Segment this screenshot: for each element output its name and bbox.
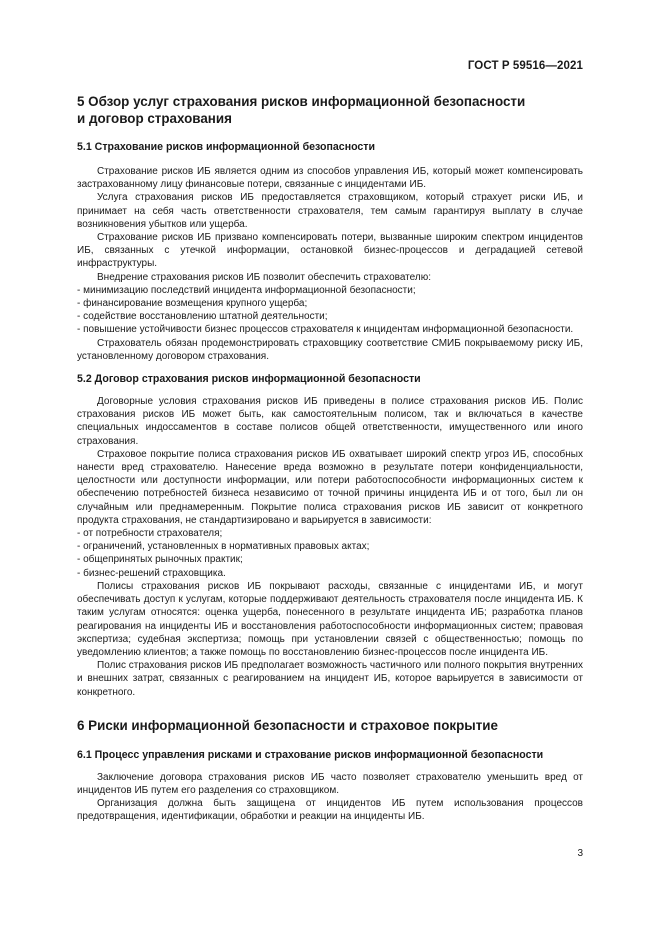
list-item: - минимизацию последствий инцидента информационной безопасности; [77, 284, 416, 296]
section-6-title: 6 Риски информационной безопасности и страховое покрытие [77, 717, 498, 733]
list-item: - финансирование возмещения крупного ущерба; [77, 298, 308, 310]
subsection-5-1-title: 5.1 Страхование рисков информационной безопасности [77, 141, 376, 153]
list-item: - от потребности страхователя; [77, 528, 223, 540]
document-code: ГОСТ Р 59516—2021 [467, 60, 583, 72]
page-number: 3 [577, 848, 583, 859]
list-item: - общепринятых рыночных практик; [77, 554, 243, 566]
section-5-title: 5 Обзор услуг страхования рисков информационной безопасности и договор страхования [77, 94, 526, 126]
paragraph: Услуга страхования рисков ИБ предоставляется страховщиком, который страхует риски ИБ, и принимает на себя часть ответственности страхователя, тем самым гарантируя выплату в случае возникновения убытков или ущерба. [77, 192, 583, 230]
subsection-6-1-title: 6.1 Процесс управления рисками и страхование рисков информационной безопасности [77, 748, 544, 761]
paragraph: Страховое покрытие полиса страхования рисков ИБ охватывает широкий спектр угроз ИБ, способных нанести вред страхователю. Нанесение вреда возможно в результате потери конфиденциальности, целостности или доступности информации, или потери работоспособности информационных систем к обеспечению потребностей бизнеса независимо от точной причины инцидента ИБ и от того, был ли он случайным или преднамеренным. Покрытие полиса страхования рисков ИБ зависит от конкретного продукта страхования, не стандартизировано и варьируется в зависимости: [77, 448, 583, 526]
list-item: - повышение устойчивости бизнес процессов страхователя к инцидентам информационной безопасности. [77, 324, 574, 336]
paragraph: Заключение договора страхования рисков ИБ часто позволяет страхователю уменьшить вред от инцидентов ИБ путем его разделения со страховщиком. [77, 771, 583, 796]
paragraph: Полисы страхования рисков ИБ покрывают расходы, связанные с инцидентами ИБ, и могут обеспечивать доступ к услугам, которые поддерживают деятельность страхователя после инцидента ИБ. К таким услугам относятся: оценка ущерба, понесенного в результате инцидента ИБ; разработка планов реагирования на инциденты ИБ и восстановления работоспособности информационных систем; правовая экспертиза; судебная экспертиза; помощь при установлении связей с общественностью; помощь по уведомлению клиентов; а также помощь по восстановлению бизнес-процессов после инцидента ИБ. [77, 580, 583, 658]
list-item: - бизнес-решений страховщика. [77, 567, 226, 579]
page-content [77, 93, 583, 824]
paragraph: Организация должна быть защищена от инцидентов ИБ путем использования процессов предотвращения, идентификации, обработки и реакции на инциденты ИБ. [77, 798, 583, 823]
list-item: - ограничений, установленных в нормативных правовых актах; [77, 541, 370, 553]
paragraph: Страхование рисков ИБ призвано компенсировать потери, вызванные широким спектром инцидентов ИБ, связанных с утечкой информации, остановкой бизнес-процессов и деградацией сетевой инфраструктуры. [77, 232, 583, 270]
paragraph: Страхование рисков ИБ является одним из способов управления ИБ, который может компенсировать застрахованному лицу финансовые потери, связанные с инцидентами ИБ. [77, 166, 583, 191]
paragraph: Договорные условия страхования рисков ИБ приведены в полисе страхования рисков ИБ. Полис страхования рисков ИБ может быть, как самостоятельным полисом, так и включаться в качестве специальных индоссаментов в составе полисов общей ответственности, имущественного или иного страхования. [77, 396, 583, 447]
list-item: - содействие восстановлению штатной деятельности; [77, 311, 328, 323]
paragraph: Страхователь обязан продемонстрировать страховщику соответствие СМИБ покрываемому риску ИБ, установленному договором страхования. [77, 337, 583, 362]
paragraph: Внедрение страхования рисков ИБ позволит обеспечить страхователю: [97, 271, 431, 283]
subsection-5-2-title: 5.2 Договор страхования рисков информационной безопасности [77, 373, 421, 386]
paragraph: Полис страхования рисков ИБ предполагает возможность частичного или полного покрытия внутренних и внешних затрат, связанных с реагированием на инцидент ИБ, которое варьируется в зависимости от конкретного. [77, 660, 583, 698]
